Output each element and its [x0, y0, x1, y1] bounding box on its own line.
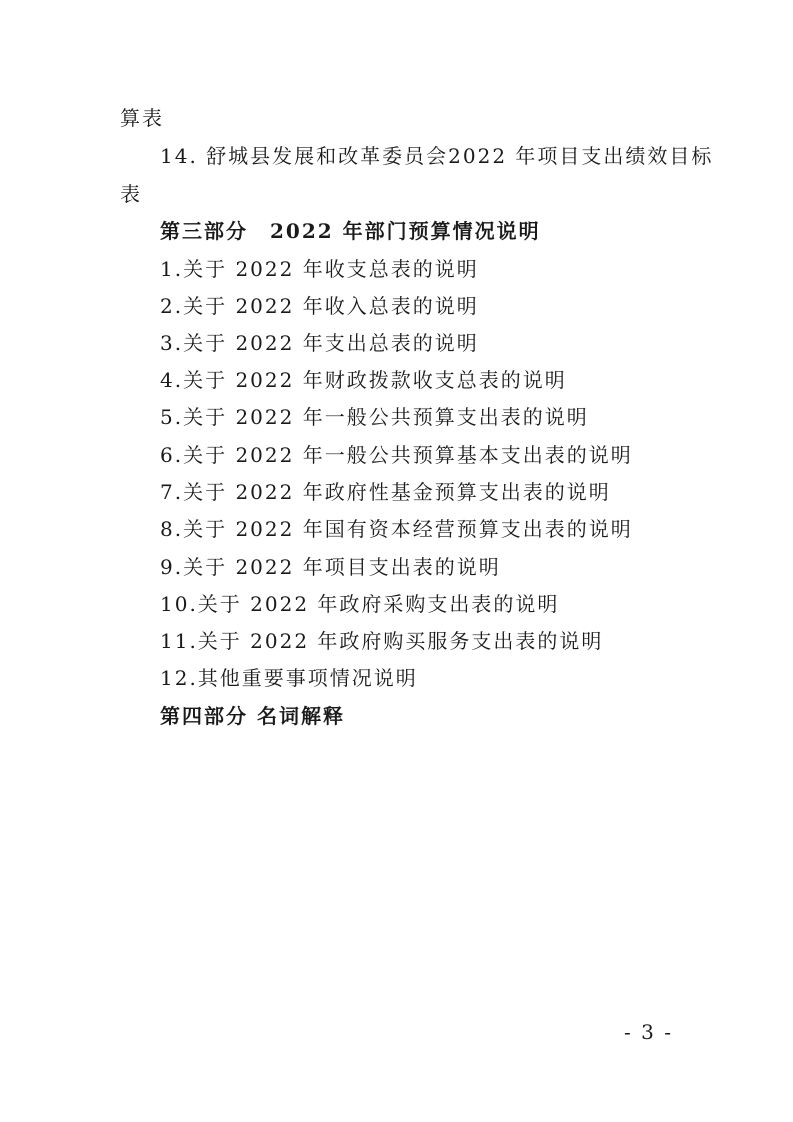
- toc-item-3: 3.关于 2022 年支出总表的说明: [160, 331, 479, 355]
- toc-item-1: 1.关于 2022 年收支总表的说明: [160, 257, 479, 281]
- section-heading-part-four: 第四部分 名词解释: [160, 704, 345, 728]
- page-number: - 3 -: [624, 1020, 673, 1044]
- toc-item-14: 14. 舒城县发展和改革委员会2022 年项目支出绩效目标: [160, 144, 714, 168]
- toc-item-11: 11.关于 2022 年政府购买服务支出表的说明: [160, 629, 604, 653]
- toc-item-2: 2.关于 2022 年收入总表的说明: [160, 294, 479, 318]
- toc-item-8: 8.关于 2022 年国有资本经营预算支出表的说明: [160, 517, 633, 541]
- toc-item-7: 7.关于 2022 年政府性基金预算支出表的说明: [160, 480, 611, 504]
- section-heading-part-three: 第三部分 2022 年部门预算情况说明: [160, 219, 541, 243]
- toc-item-14-continuation: 表: [120, 182, 142, 206]
- toc-continuation-line: 算表: [120, 106, 164, 130]
- toc-item-10: 10.关于 2022 年政府采购支出表的说明: [160, 592, 560, 616]
- toc-item-6: 6.关于 2022 年一般公共预算基本支出表的说明: [160, 443, 633, 467]
- toc-item-5: 5.关于 2022 年一般公共预算支出表的说明: [160, 405, 589, 429]
- toc-item-12: 12.其他重要事项情况说明: [160, 666, 418, 690]
- toc-item-4: 4.关于 2022 年财政拨款收支总表的说明: [160, 368, 567, 392]
- toc-item-9: 9.关于 2022 年项目支出表的说明: [160, 555, 501, 579]
